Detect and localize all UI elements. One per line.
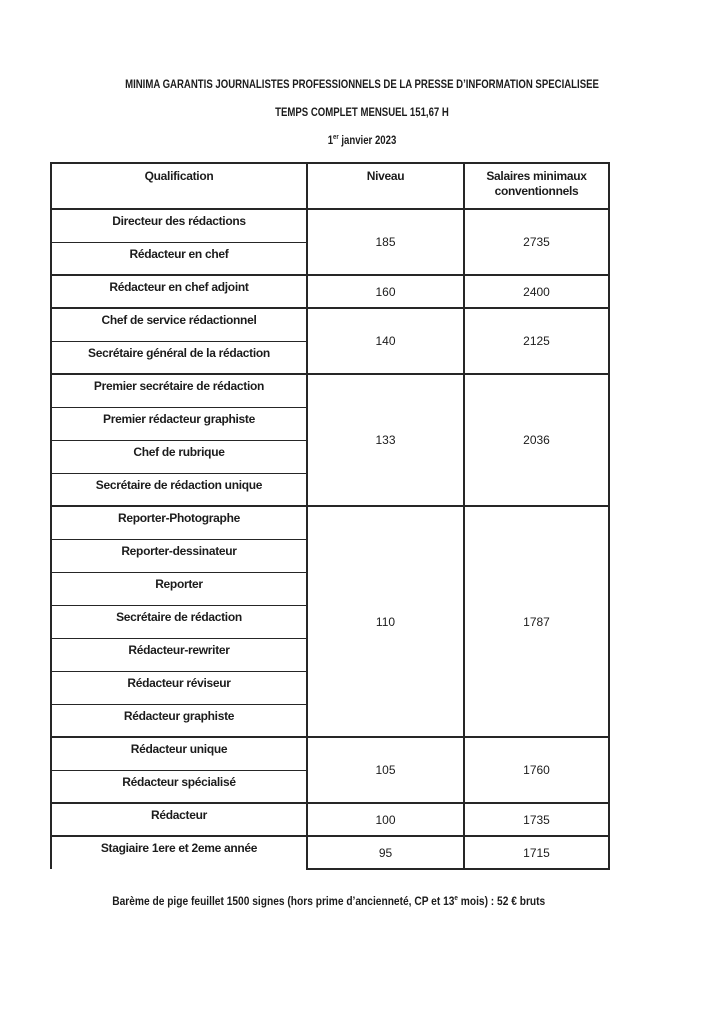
- footer-text: [112, 894, 545, 908]
- table-row: [51, 209, 609, 242]
- salaire-cell: 1760: [464, 737, 609, 803]
- niveau-cell: 140: [307, 308, 464, 374]
- footer-prefix: Barème de pige feuillet 1500 signes (hors prime d’ancienneté, CP et 13: [112, 894, 455, 908]
- qualification-cell: Rédacteur-rewriter: [51, 638, 307, 671]
- salaire-cell: 1787: [464, 506, 609, 737]
- salaire-cell: 2735: [464, 209, 609, 275]
- qualification-cell: Premier rédacteur graphiste: [51, 407, 307, 440]
- niveau-cell: 160: [307, 275, 464, 308]
- table-row: [51, 275, 609, 308]
- qualification-cell: Rédacteur graphiste: [51, 704, 307, 737]
- title-block: [0, 0, 724, 147]
- header-qualification: Qualification: [51, 163, 307, 209]
- date-rest: janvier 2023: [338, 133, 397, 147]
- niveau-cell: 185: [307, 209, 464, 275]
- header-salaires: Salaires minimaux conventionnels: [464, 163, 609, 209]
- qualification-cell: Rédacteur: [51, 803, 307, 836]
- footer-suffix: mois) : 52 € bruts: [458, 894, 546, 908]
- salaire-cell: 2125: [464, 308, 609, 374]
- qualification-cell: Reporter-dessinateur: [51, 539, 307, 572]
- document-date: [72, 134, 651, 147]
- niveau-cell: 133: [307, 374, 464, 506]
- table-row: [51, 308, 609, 341]
- qualification-cell: Rédacteur réviseur: [51, 671, 307, 704]
- document-subtitle: TEMPS COMPLET MENSUEL 151,67 H: [275, 105, 449, 119]
- header-niveau: Niveau: [307, 163, 464, 209]
- salaire-cell: 2036: [464, 374, 609, 506]
- table-row: [51, 737, 609, 770]
- qualification-cell: Rédacteur en chef: [51, 242, 307, 275]
- footer-superscript: e: [454, 893, 459, 902]
- niveau-cell: 95: [307, 836, 464, 869]
- qualification-cell: Directeur des rédactions: [51, 209, 307, 242]
- table-row: [51, 374, 609, 407]
- qualification-cell: Chef de rubrique: [51, 440, 307, 473]
- header-row: [51, 163, 609, 209]
- salaire-cell: 2400: [464, 275, 609, 308]
- table-body: [51, 209, 609, 869]
- qualification-cell: Secrétaire de rédaction: [51, 605, 307, 638]
- table-row: [51, 506, 609, 539]
- salaire-cell: 1715: [464, 836, 609, 869]
- niveau-cell: 105: [307, 737, 464, 803]
- qualification-cell: Secrétaire de rédaction unique: [51, 473, 307, 506]
- qualification-cell: Premier secrétaire de rédaction: [51, 374, 307, 407]
- footer-note: [50, 892, 608, 910]
- salaire-cell: 1735: [464, 803, 609, 836]
- qualification-cell: Rédacteur en chef adjoint: [51, 275, 307, 308]
- date-superscript: er: [333, 132, 339, 141]
- salary-table: [50, 162, 610, 870]
- document-title: MINIMA GARANTIS JOURNALISTES PROFESSIONNELS DE LA PRESSE D’INFORMATION SPECIALISEE: [125, 77, 599, 91]
- qualification-cell: Reporter: [51, 572, 307, 605]
- date-prefix: 1: [327, 133, 334, 147]
- qualification-cell: Stagiaire 1ere et 2eme année: [51, 836, 307, 869]
- niveau-cell: 100: [307, 803, 464, 836]
- qualification-cell: Reporter-Photographe: [51, 506, 307, 539]
- table-row: [51, 836, 609, 869]
- qualification-cell: Rédacteur spécialisé: [51, 770, 307, 803]
- qualification-cell: Secrétaire général de la rédaction: [51, 341, 307, 374]
- table-row: [51, 803, 609, 836]
- qualification-cell: Rédacteur unique: [51, 737, 307, 770]
- niveau-cell: 110: [307, 506, 464, 737]
- qualification-cell: Chef de service rédactionnel: [51, 308, 307, 341]
